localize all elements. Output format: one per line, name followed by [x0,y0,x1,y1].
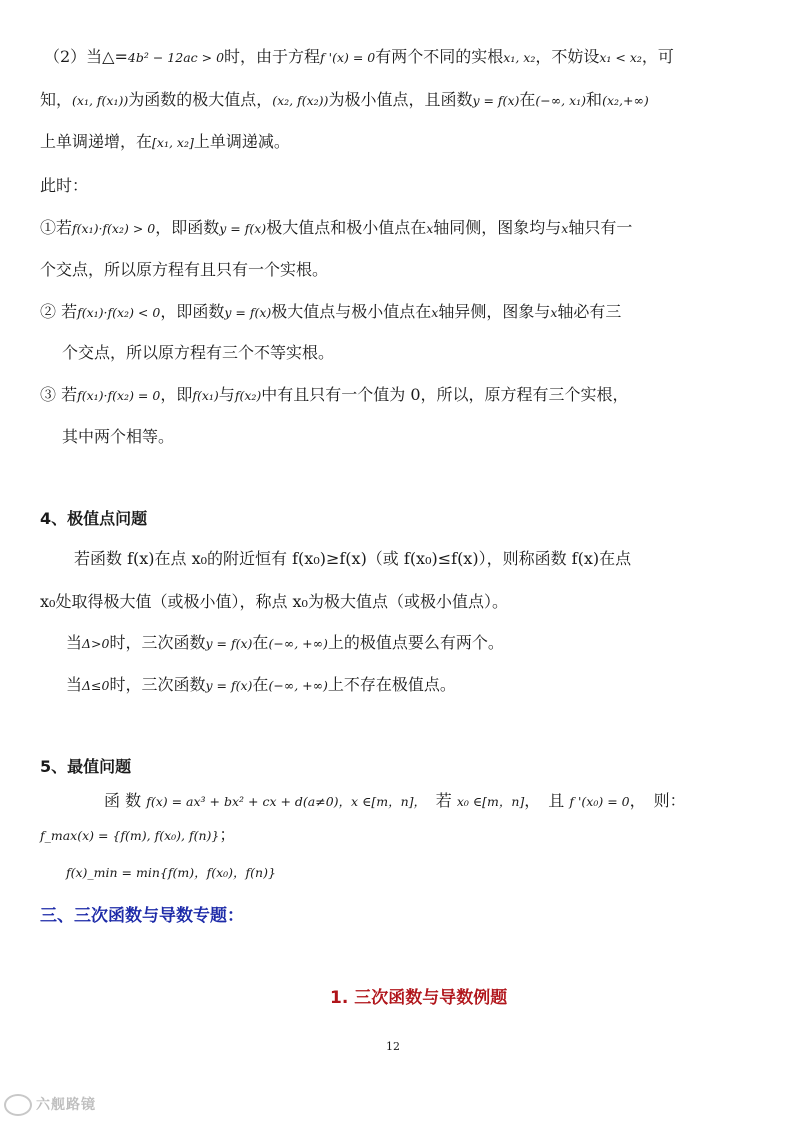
text-run: 时，由于方程 [224,47,321,66]
line-maxmin-def [104,790,686,813]
math-expression: 4b² − 12ac > 0 [127,50,225,65]
page-number: 12 [386,1040,400,1053]
math-expression: f(x₁)·f(x₂) = 0 [77,388,161,403]
math-expression: x₁, x₂ [503,50,536,65]
math-expression: (x₁, f(x₁)) [72,93,129,108]
line-case2-intro-1 [44,46,674,69]
text-run: 轴同侧，图象均与 [433,218,562,237]
text-run: 上单调递减。 [193,132,290,151]
math-expression: Δ>0 [82,636,110,651]
text-run: 为函数的极大值点， [128,90,273,109]
text-run: 其中两个相等。 [62,427,175,446]
text-run: 在 [519,90,536,109]
text-run: 此时： [40,176,89,195]
math-expression: f_max(x) = {f(m), f(x₀), f(n)} [40,828,220,843]
text-run: x₀处取得极大值（或极小值），称点 x₀为极大值点（或极小值点）。 [40,592,508,611]
math-expression: f '(x) = 0 [320,50,376,65]
line-extreme-def-1 [74,548,631,570]
heading-cubic-derivative-topic: 三、三次函数与导数专题： [40,906,244,926]
text-run: 当 [66,675,83,694]
text-run: 极大值点与极小值点在 [271,302,432,321]
math-expression: x [550,305,558,320]
line-case-3b [62,426,174,448]
text-run: ③ 若 [40,385,78,404]
line-case-3a [40,384,629,407]
text-run: ② 若 [40,302,78,321]
math-expression: f(x₁) [192,388,219,403]
line-fmin [66,861,276,884]
math-expression: (x₂,+∞) [602,93,649,108]
text-run: 当 [66,633,83,652]
text-run: 上的极值点要么有两个。 [327,633,504,652]
math-expression: f(x₁)·f(x₂) > 0 [72,221,156,236]
math-expression: y = f(x) [205,636,253,651]
math-expression: (x₂, f(x₂)) [272,93,329,108]
heading-extreme-points: 4、极值点问题 [40,509,148,528]
text-run: ，即函数 [155,218,220,237]
watermark-text: 六舰路镜 [36,1097,96,1113]
text-run: 和 [586,90,603,109]
text-run: 为极小值点，且函数 [328,90,473,109]
text-run: 在 [252,633,269,652]
math-expression: f(x)_min = min{f(m)，f(x₀)，f(n)} [66,865,276,880]
text-run: 轴必有三 [557,302,622,321]
math-expression: f(x₂) [234,388,262,403]
math-expression: [x₁, x₂] [152,135,194,150]
text-run: ，不妨设 [535,47,600,66]
text-run: ， 则： [629,791,686,810]
text-run: 函 数 [104,791,147,810]
line-case-1a [40,217,632,240]
line-case2-intro-2 [40,89,649,112]
watermark-logo-icon [4,1094,32,1116]
line-case-2a [40,301,621,324]
text-run: 在 [252,675,269,694]
math-expression: x [426,221,434,236]
text-run: 轴只有一 [568,218,633,237]
text-run: 时，三次函数 [109,675,206,694]
line-ci-shi [40,175,88,197]
text-run: 上不存在极值点。 [327,675,456,694]
text-run: ， 且 [524,791,570,810]
text-run: 若 [419,791,457,810]
line-case-1b [40,259,328,281]
math-expression: x₀ ∈[m，n] [456,794,525,809]
math-expression: f '(x₀) = 0 [569,794,630,809]
text-run: 个交点，所以原方程有三个不等实根。 [62,343,335,362]
text-run: ，即函数 [160,302,225,321]
line-delta-nonpositive [66,674,456,697]
text-run: ，可 [641,47,674,66]
text-run: 个交点，所以原方程有且只有一个实根。 [40,260,329,279]
math-expression: Δ≤0 [82,678,110,693]
text-run: 时，三次函数 [109,633,206,652]
math-expression: f(x) = ax³ + bx² + cx + d(a≠0)，x ∈[m，n]， [146,794,420,809]
math-expression: y = f(x) [472,93,520,108]
text-run: ； [219,825,236,844]
math-expression: x [431,305,439,320]
text-run: ①若 [40,218,73,237]
math-expression: f(x₁)·f(x₂) < 0 [77,305,161,320]
heading-max-min: 5、最值问题 [40,757,132,776]
math-expression: y = f(x) [205,678,253,693]
watermark [4,1094,96,1116]
math-expression: (−∞, x₁) [535,93,587,108]
text-run: 与 [218,385,235,404]
text-run: 知， [40,90,73,109]
math-expression: x₁ < x₂ [599,50,642,65]
line-case2-intro-3 [40,131,290,154]
text-run: ，即 [160,385,193,404]
text-run: （2）当△= [44,47,128,66]
math-expression: (−∞, +∞) [268,678,328,693]
text-run: 中有且只有一个值为 0，所以，原方程有三个实根， [261,385,629,404]
line-case-2b [62,342,334,364]
math-expression: (−∞, +∞) [268,636,328,651]
text-run: 有两个不同的实根 [375,47,504,66]
line-delta-positive [66,632,504,655]
math-expression: y = f(x) [219,221,267,236]
math-expression: y = f(x) [224,305,272,320]
text-run: 若函数 f(x)在点 x₀的附近恒有 f(x₀)≥f(x)（或 f(x₀)≤f(x)），则称函数 f(x)在点 [74,549,632,568]
text-run: 极大值点和极小值点在 [266,218,427,237]
math-expression: x [561,221,569,236]
heading-cubic-examples: 1. 三次函数与导数例题 [330,988,508,1008]
line-extreme-def-2 [40,591,508,613]
text-run: 轴异侧，图象与 [438,302,551,321]
text-run: 上单调递增，在 [40,132,153,151]
line-fmax [40,824,235,847]
